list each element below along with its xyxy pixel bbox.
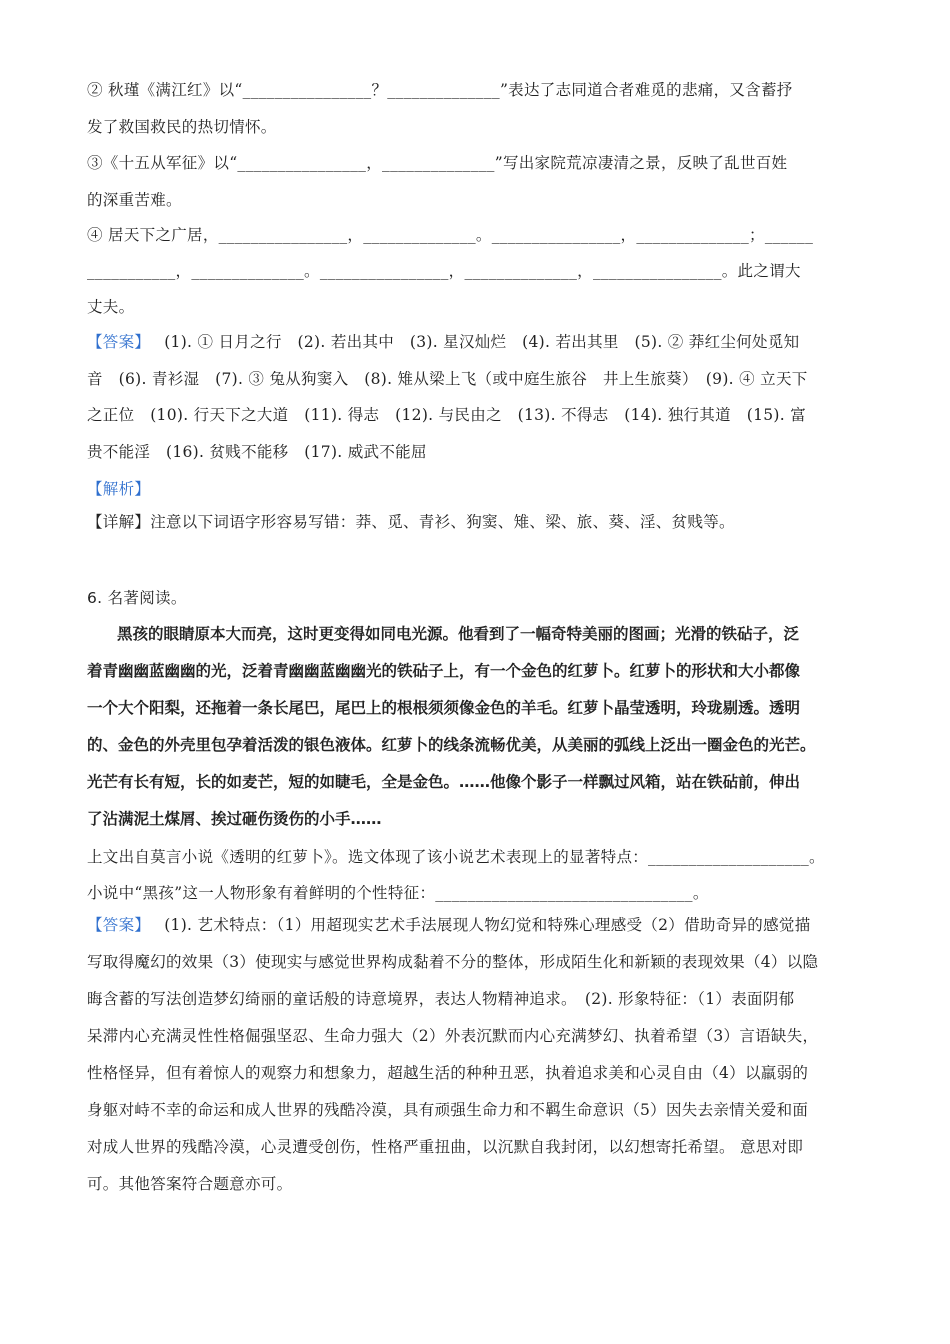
q6-answer-line-3: 晦含蓄的写法创造梦幻绮丽的童话般的诗意境界，表达人物精神追求。 (2). 形象特征：（1）表面阴郁 — [87, 990, 795, 1008]
detail-text: 【详解】注意以下词语字形容易写错：莽、觅、青衫、狗窦、雉、梁、旅、葵、淫、贫贱等。 — [87, 513, 735, 531]
q6-question-2: 小说中“黑孩”这一人物形象有着鲜明的个性特征：________________________________。 — [87, 884, 709, 902]
q6-answer-line-4: 呆滞内心充满灵性性格倔强坚忍、生命力强大（2）外表沉默而内心充满梦幻、执着希望（3）言语缺失， — [87, 1027, 819, 1045]
q5-line-4-cont: ___________，______________。________________，______________，________________。此之谓大 — [87, 262, 801, 280]
q5-answer-line-4: 贵不能淫 (16). 贫贱不能移 (17). 威武不能屈 — [87, 443, 427, 461]
q5-line-4: ④ 居天下之广居，________________，______________。________________，______________；______ — [87, 226, 814, 244]
answer-tag: 【答案】 — [87, 916, 151, 934]
answer-text: (1). 艺术特点：（1）用超现实艺术手法展现人物幻觉和特殊心理感受（2）借助奇异的感觉描 — [164, 916, 811, 934]
q5-answer-line-3: 之正位 (10). 行天下之大道 (11). 得志 (12). 与民由之 (13). 不得志 (14). 独行其道 (15). 富 — [87, 406, 807, 424]
passage-line-2: 着青幽幽蓝幽幽的光，泛着青幽幽蓝幽幽光的铁砧子上，有一个金色的红萝卜。红萝卜的形状和大小都像 — [87, 662, 801, 680]
q6-answer-line-8: 可。其他答案符合题意亦可。 — [87, 1175, 293, 1193]
q5-line-2-cont: 发了救国救民的热切情怀。 — [87, 118, 277, 136]
q5-line-3-cont: 的深重苦难。 — [87, 191, 182, 209]
q6-answer-line-5: 性格怪异，但有着惊人的观察力和想象力，超越生活的种种丑恶，执着追求美和心灵自由（4）以羸弱的 — [87, 1064, 809, 1082]
q5-answer-line-2: 音 (6). 青衫湿 (7). ③ 兔从狗窦入 (8). 雉从梁上飞（或中庭生旅谷 井上生旅葵） (9). ④ 立天下 — [87, 370, 808, 388]
q6-answer-line-6: 身躯对峙不幸的命运和成人世界的残酷冷漠，具有顽强生命力和不羁生命意识（5）因失去亲情关爱和面 — [87, 1101, 809, 1119]
q6-answer-line-2: 写取得魔幻的效果（3）使现实与感觉世界构成黏着不分的整体，形成陌生化和新颖的表现效果（4）以隐 — [87, 953, 819, 971]
q6-title: 6. 名著阅读。 — [87, 589, 187, 607]
answer-text: (1). ① 日月之行 (2). 若出其中 (3). 星汉灿烂 (4). 若出其里 (5). ② 莽红尘何处觅知 — [164, 333, 800, 351]
passage-line-4: 的、金色的外壳里包孕着活泼的银色液体。红萝卜的线条流畅优美，从美丽的弧线上泛出一圈金色的光芒。 — [87, 736, 816, 754]
passage-line-1: 黑孩的眼睛原本大而亮，这时更变得如同电光源。他看到了一幅奇特美丽的图画；光滑的铁砧子，泛 — [117, 625, 800, 643]
q6-answer-line-7: 对成人世界的残酷冷漠，心灵遭受创伤，性格严重扭曲，以沉默自我封闭，以幻想寄托希望。 意思对即 — [87, 1138, 804, 1156]
q5-line-3: ③《十五从军征》以“________________，______________”写出家院荒凉凄清之景，反映了乱世百姓 — [87, 154, 788, 172]
q6-question-1: 上文出自莫言小说《透明的红萝卜》。选文体现了该小说艺术表现上的显著特点：____________________。 — [87, 848, 825, 866]
analysis-tag: 【解析】 — [87, 480, 151, 498]
passage-line-6: 了沾满泥土煤屑、挨过砸伤烫伤的小手…… — [87, 810, 382, 828]
q5-line-4-end: 丈夫。 — [87, 298, 135, 316]
answer-tag: 【答案】 — [87, 333, 151, 351]
q5-line-2: ② 秋瑾《满江红》以“________________？______________”表达了志同道合者难觅的悲痛，又含蓄抒 — [87, 81, 793, 99]
q5-answer-line-1 — [87, 331, 867, 353]
passage-line-5: 光芒有长有短，长的如麦芒，短的如睫毛，全是金色。……他像个影子一样飘过风箱，站在铁砧前，伸出 — [87, 773, 801, 791]
q6-answer-line-1 — [87, 914, 867, 936]
passage-line-3: 一个大个阳梨，还拖着一条长尾巴，尾巴上的根根须须像金色的羊毛。红萝卜晶莹透明，玲珑剔透。透明 — [87, 699, 801, 717]
